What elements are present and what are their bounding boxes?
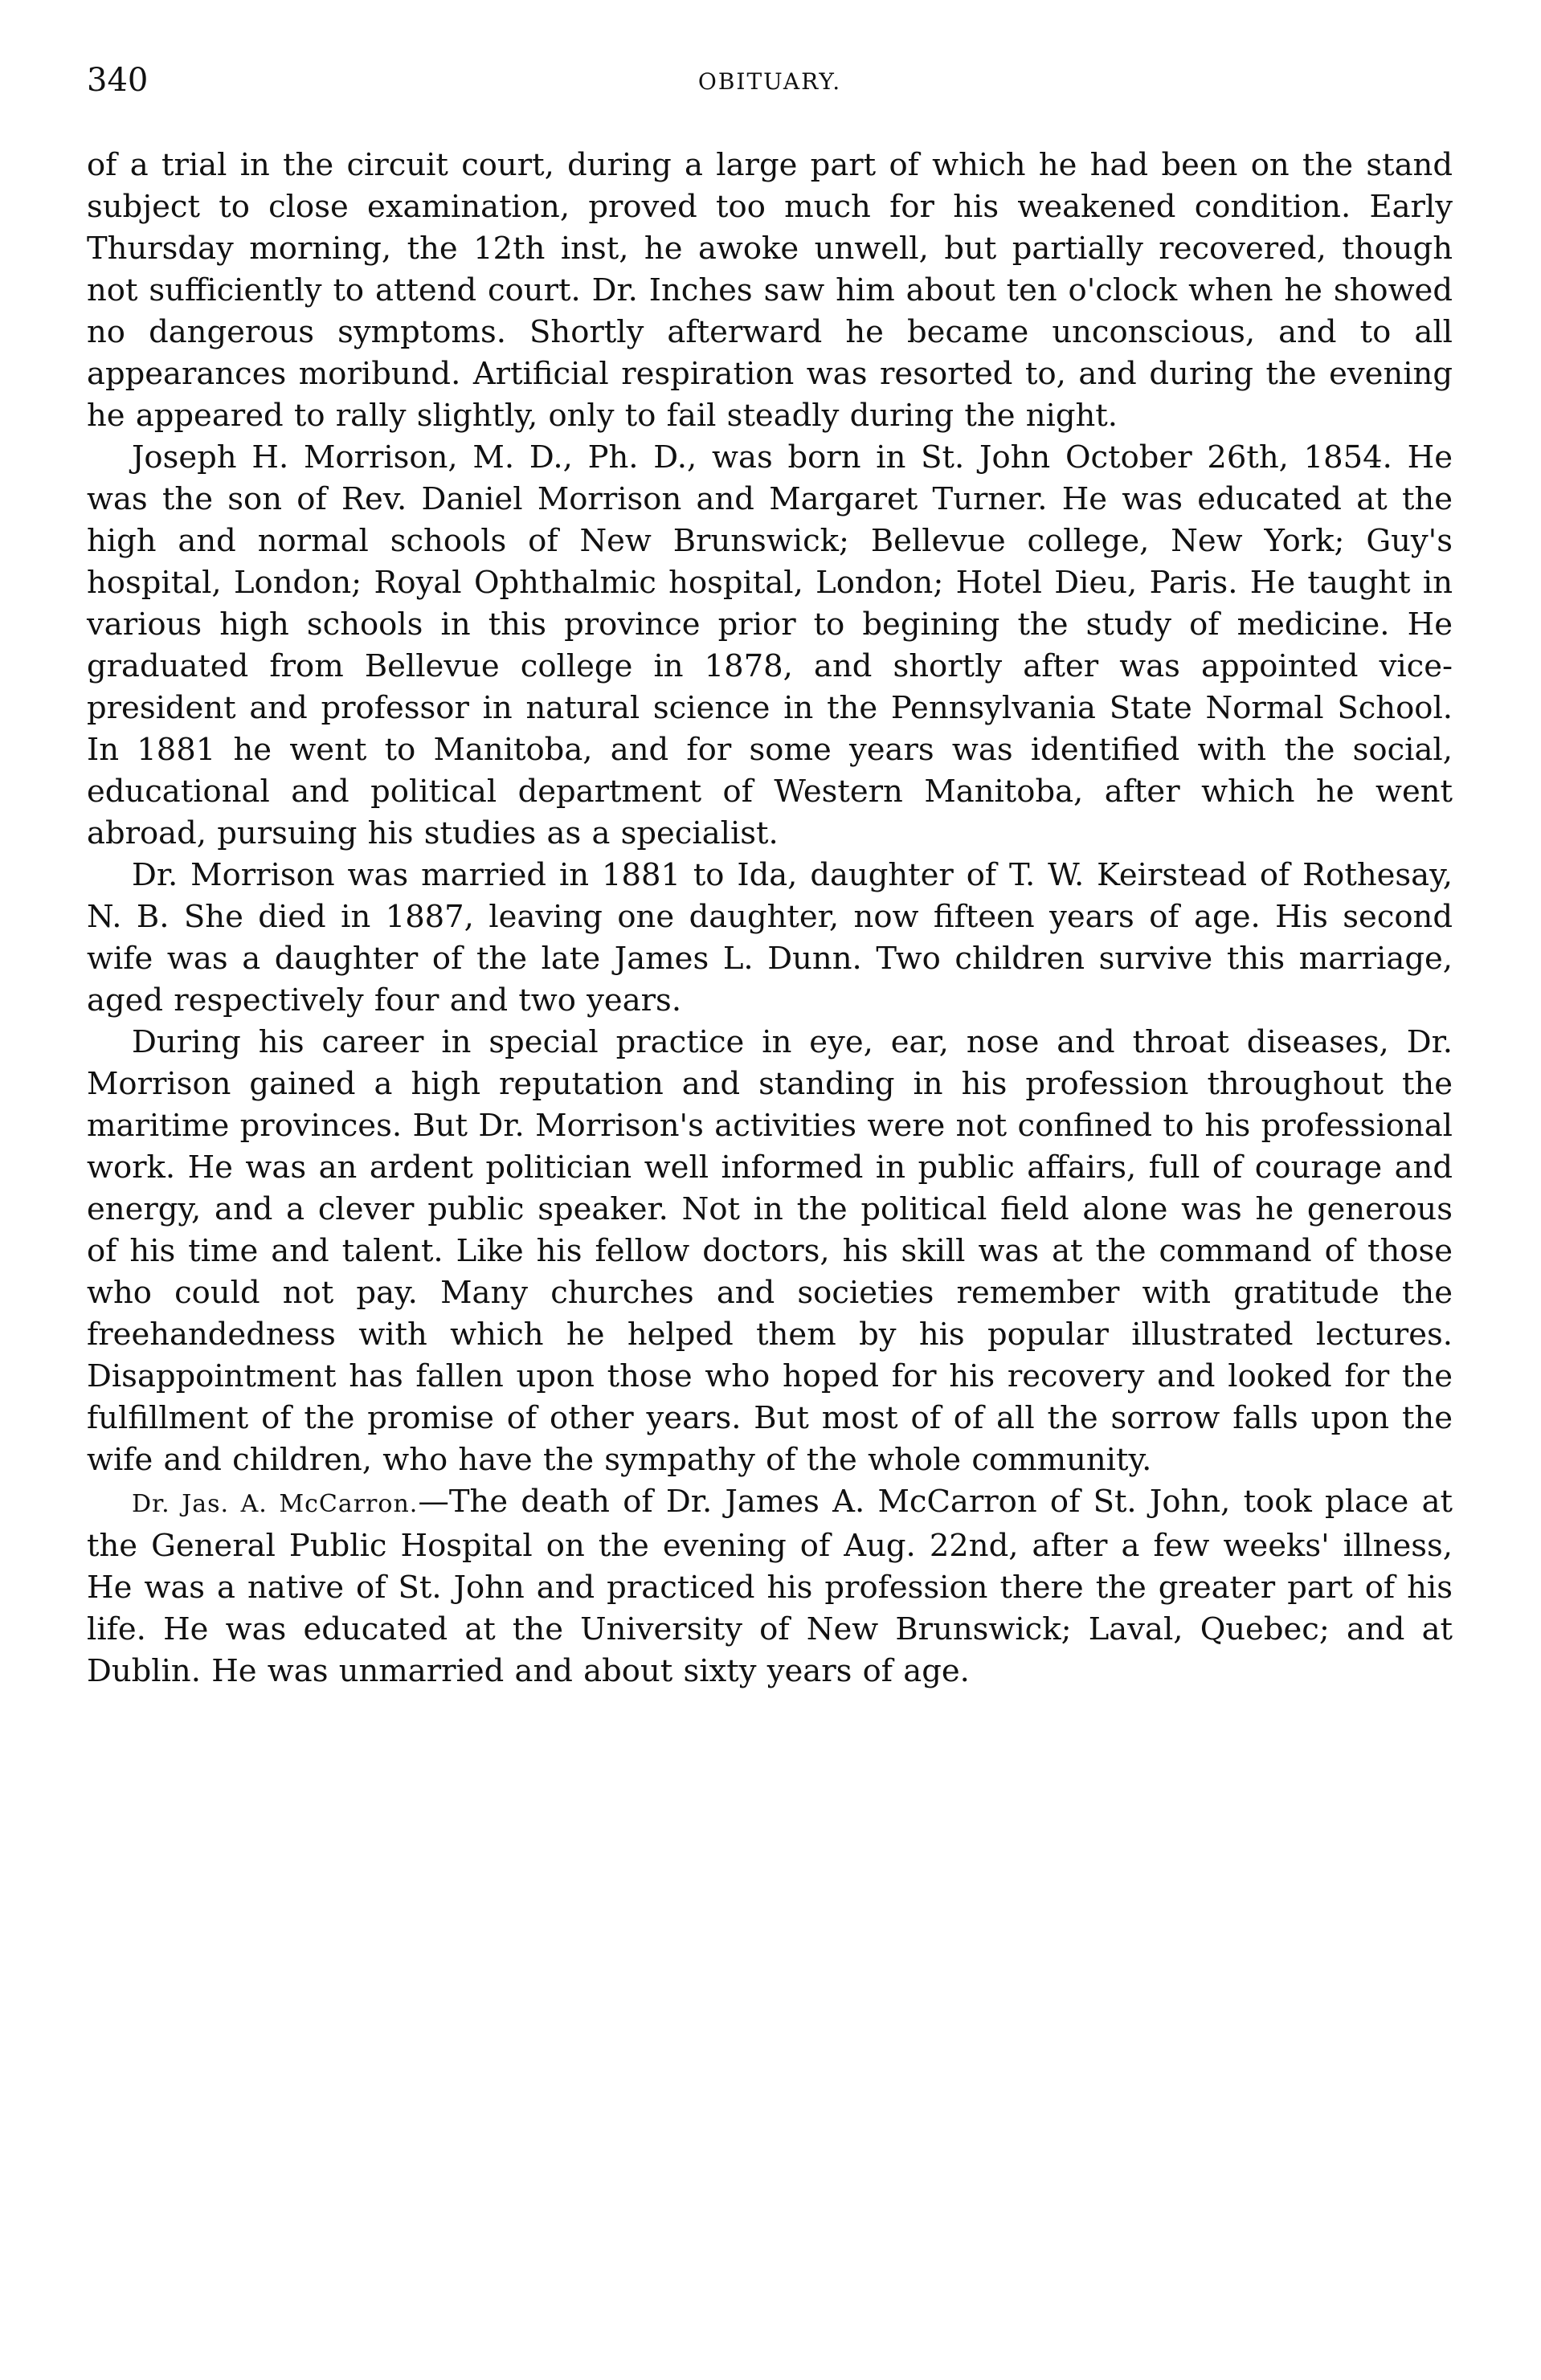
page bbox=[87, 63, 1453, 1692]
paragraph-morrison-bio: Joseph H. Morrison, M. D., Ph. D., was born in St. John October 26th, 1854. He was the son of Rev. Daniel Morrison and Margaret Turner. He was educated at the high and normal schools of New Brunswick; Bellevue college, New York; Guy's hospital, London; Royal Ophthalmic hospital, London; Hotel Dieu, Paris. He taught in various high schools in this province prior to begining the study of medicine. He graduated from Bellevue college in 1878, and shortly after was appointed vice-president and professor in natural science in the Pennsylvania State Normal School. In 1881 he went to Manitoba, and for some years was identified with the social, educational and political department of Western Manitoba, after which he went abroad, pursuing his studies as a specialist. bbox=[87, 439, 1453, 851]
paragraph-morrison-career: During his career in special practice in eye, ear, nose and throat diseases, Dr. Morrison gained a high reputation and standing in his profession throughout the maritime provinces. But Dr. Morrison's activities were not confined to his professional work. He was an ardent politician well informed in public affairs, full of courage and energy, and a clever public speaker. Not in the political field alone was he generous of his time and talent. Like his fellow doctors, his skill was at the command of those who could not pay. Many churches and societies remember with gratitude the freehandedness with which he helped them by his popular illustrated lectures. Disappointment has fallen upon those who hoped for his recovery and looked for the fulfillment of the promise of other years. But most of of all the sorrow falls upon the wife and children, who have the sympathy of the whole community. bbox=[87, 1024, 1453, 1478]
article-body bbox=[87, 145, 1453, 1692]
paragraph-mccarron bbox=[87, 1481, 1453, 1692]
running-head: OBITUARY. bbox=[697, 68, 842, 95]
paragraph-morrison-family: Dr. Morrison was married in 1881 to Ida, daughter of T. W. Keirstead of Rothesay, N. B. She died in 1887, leaving one daughter, now fifteen years of age. His second wife was a daughter of the late James L. Dunn. Two children survive this marriage, aged respectively four and two years. bbox=[87, 857, 1453, 1019]
paragraph-continuation: of a trial in the circuit court, during a large part of which he had been on the stand subject to close examination, proved too much for his weakened condition. Early Thursday morning, the 12th inst, he awoke unwell, but partially recovered, though not sufficiently to attend court. Dr. Inches saw him about ten o'clock when he showed no dangerous symptoms. Shortly afterward he became unconscious, and to all appearances moribund. Artificial respiration was resorted to, and during the evening he appeared to rally slightly, only to fail steadly during the night. bbox=[87, 147, 1453, 434]
mccarron-name: Dr. Jas. A. McCarron. bbox=[132, 1490, 419, 1518]
mccarron-text: —The death of Dr. James A. McCarron of St. John, took place at the General Public Hospital on the evening of Aug. 22nd, after a few weeks' illness, He was a native of St. John and practiced his profession there the greater part of his life. He was educated at the University of New Brunswick; Laval, Quebec; and at Dublin. He was unmarried and about sixty years of age. bbox=[87, 1484, 1453, 1689]
page-number: 340 bbox=[87, 62, 149, 99]
page-header bbox=[87, 63, 1453, 98]
